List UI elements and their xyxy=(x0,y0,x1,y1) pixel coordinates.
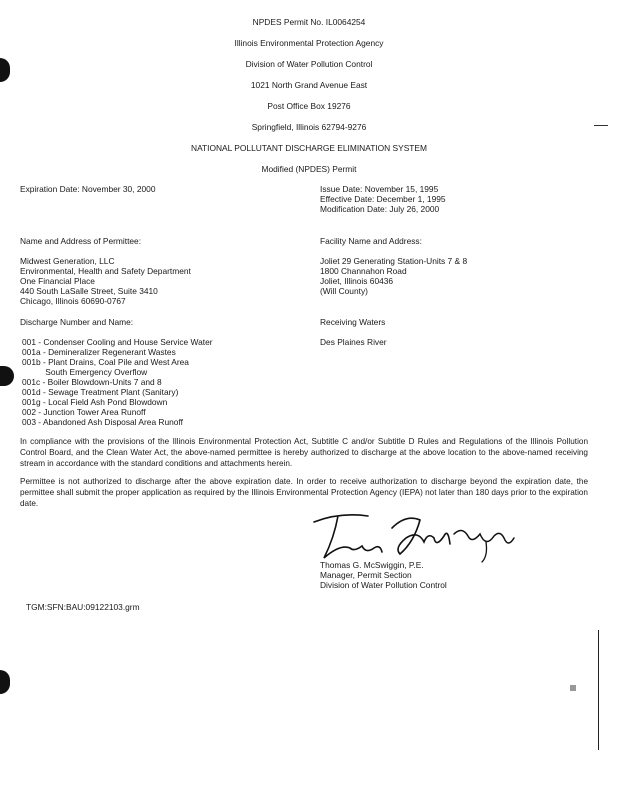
facility-line: (Will County) xyxy=(320,286,368,296)
discharge-item: 003 - Abandoned Ash Disposal Area Runoff xyxy=(22,417,183,427)
receiving-waters: Des Plaines River xyxy=(320,337,387,347)
discharge-item: 001a - Demineralizer Regenerant Wastes xyxy=(22,347,176,357)
permittee-heading: Name and Address of Permittee: xyxy=(20,236,142,246)
discharge-item: 002 - Junction Tower Area Runoff xyxy=(22,407,146,417)
signer-division: Division of Water Pollution Control xyxy=(320,580,447,590)
permittee-line: 440 South LaSalle Street, Suite 3410 xyxy=(20,286,158,296)
discharge-item: 001g - Local Field Ash Pond Blowdown xyxy=(22,397,168,407)
facility-line: Joliet, Illinois 60436 xyxy=(320,276,394,286)
signer-title: Manager, Permit Section xyxy=(320,570,412,580)
facility-heading: Facility Name and Address: xyxy=(320,236,422,246)
discharge-item: 001c - Boiler Blowdown-Units 7 and 8 xyxy=(22,377,162,387)
modification-date: Modification Date: July 26, 2000 xyxy=(320,204,440,214)
expiration-date: Expiration Date: November 30, 2000 xyxy=(20,184,156,194)
scan-edge-line xyxy=(598,630,599,750)
discharge-item: South Emergency Overflow xyxy=(22,367,148,377)
facility-line: 1800 Channahon Road xyxy=(320,266,407,276)
agency-name: Illinois Environmental Protection Agency xyxy=(234,38,384,48)
discharge-item: 001b - Plant Drains, Coal Pile and West Area xyxy=(22,357,189,367)
permittee-line: Midwest Generation, LLC xyxy=(20,256,115,266)
permit-number: NPDES Permit No. IL0064254 xyxy=(252,17,366,27)
discharge-heading: Discharge Number and Name: xyxy=(20,317,134,327)
receiving-heading: Receiving Waters xyxy=(320,317,386,327)
document-title: NATIONAL POLLUTANT DISCHARGE ELIMINATION SYSTEM xyxy=(191,143,427,153)
effective-date: Effective Date: December 1, 1995 xyxy=(320,194,446,204)
punch-hole-middle xyxy=(0,366,14,386)
permittee-line: One Financial Place xyxy=(20,276,95,286)
authorization-paragraph: Permittee is not authorized to discharge after the above expiration date. In order to receive authorization to discharge beyond the expiration date, the permittee shall submit the proper application as required by the Illinois Environmental Protection Agency (IEPA) not later than 180 days prior to the expiration date. xyxy=(20,477,588,508)
facility-line: Joliet 29 Generating Station-Units 7 & 8 xyxy=(320,256,468,266)
compliance-paragraph: In compliance with the provisions of the Illinois Environmental Protection Act, Subtitle C and/or Subtitle D Rules and Regulations of the Illinois Pollution Control Board, and the Clean Water Act, the above-named permittee is hereby authorized to discharge at the above location to the above-named receiving stream in accordance with the standard conditions and attachments herein. xyxy=(20,437,588,468)
discharge-item: 001d - Sewage Treatment Plant (Sanitary) xyxy=(22,387,179,397)
document-subtitle: Modified (NPDES) Permit xyxy=(261,164,357,174)
permittee-line: Environmental, Health and Safety Department xyxy=(20,266,191,276)
issue-date: Issue Date: November 15, 1995 xyxy=(320,184,439,194)
signer-name: Thomas G. McSwiggin, P.E. xyxy=(320,560,424,570)
permittee-line: Chicago, Illinois 60690-0767 xyxy=(20,296,126,306)
city-state-zip: Springfield, Illinois 62794-9276 xyxy=(251,122,367,132)
punch-hole-bottom xyxy=(0,670,10,694)
scan-speck xyxy=(570,685,576,691)
discharge-item: 001 - Condenser Cooling and House Service Water xyxy=(22,337,213,347)
division-name: Division of Water Pollution Control xyxy=(245,59,373,69)
street-address: 1021 North Grand Avenue East xyxy=(250,80,368,90)
reference-code: TGM:SFN:BAU:09122103.grm xyxy=(26,602,140,612)
po-box: Post Office Box 19276 xyxy=(267,101,351,111)
signature xyxy=(310,508,520,564)
